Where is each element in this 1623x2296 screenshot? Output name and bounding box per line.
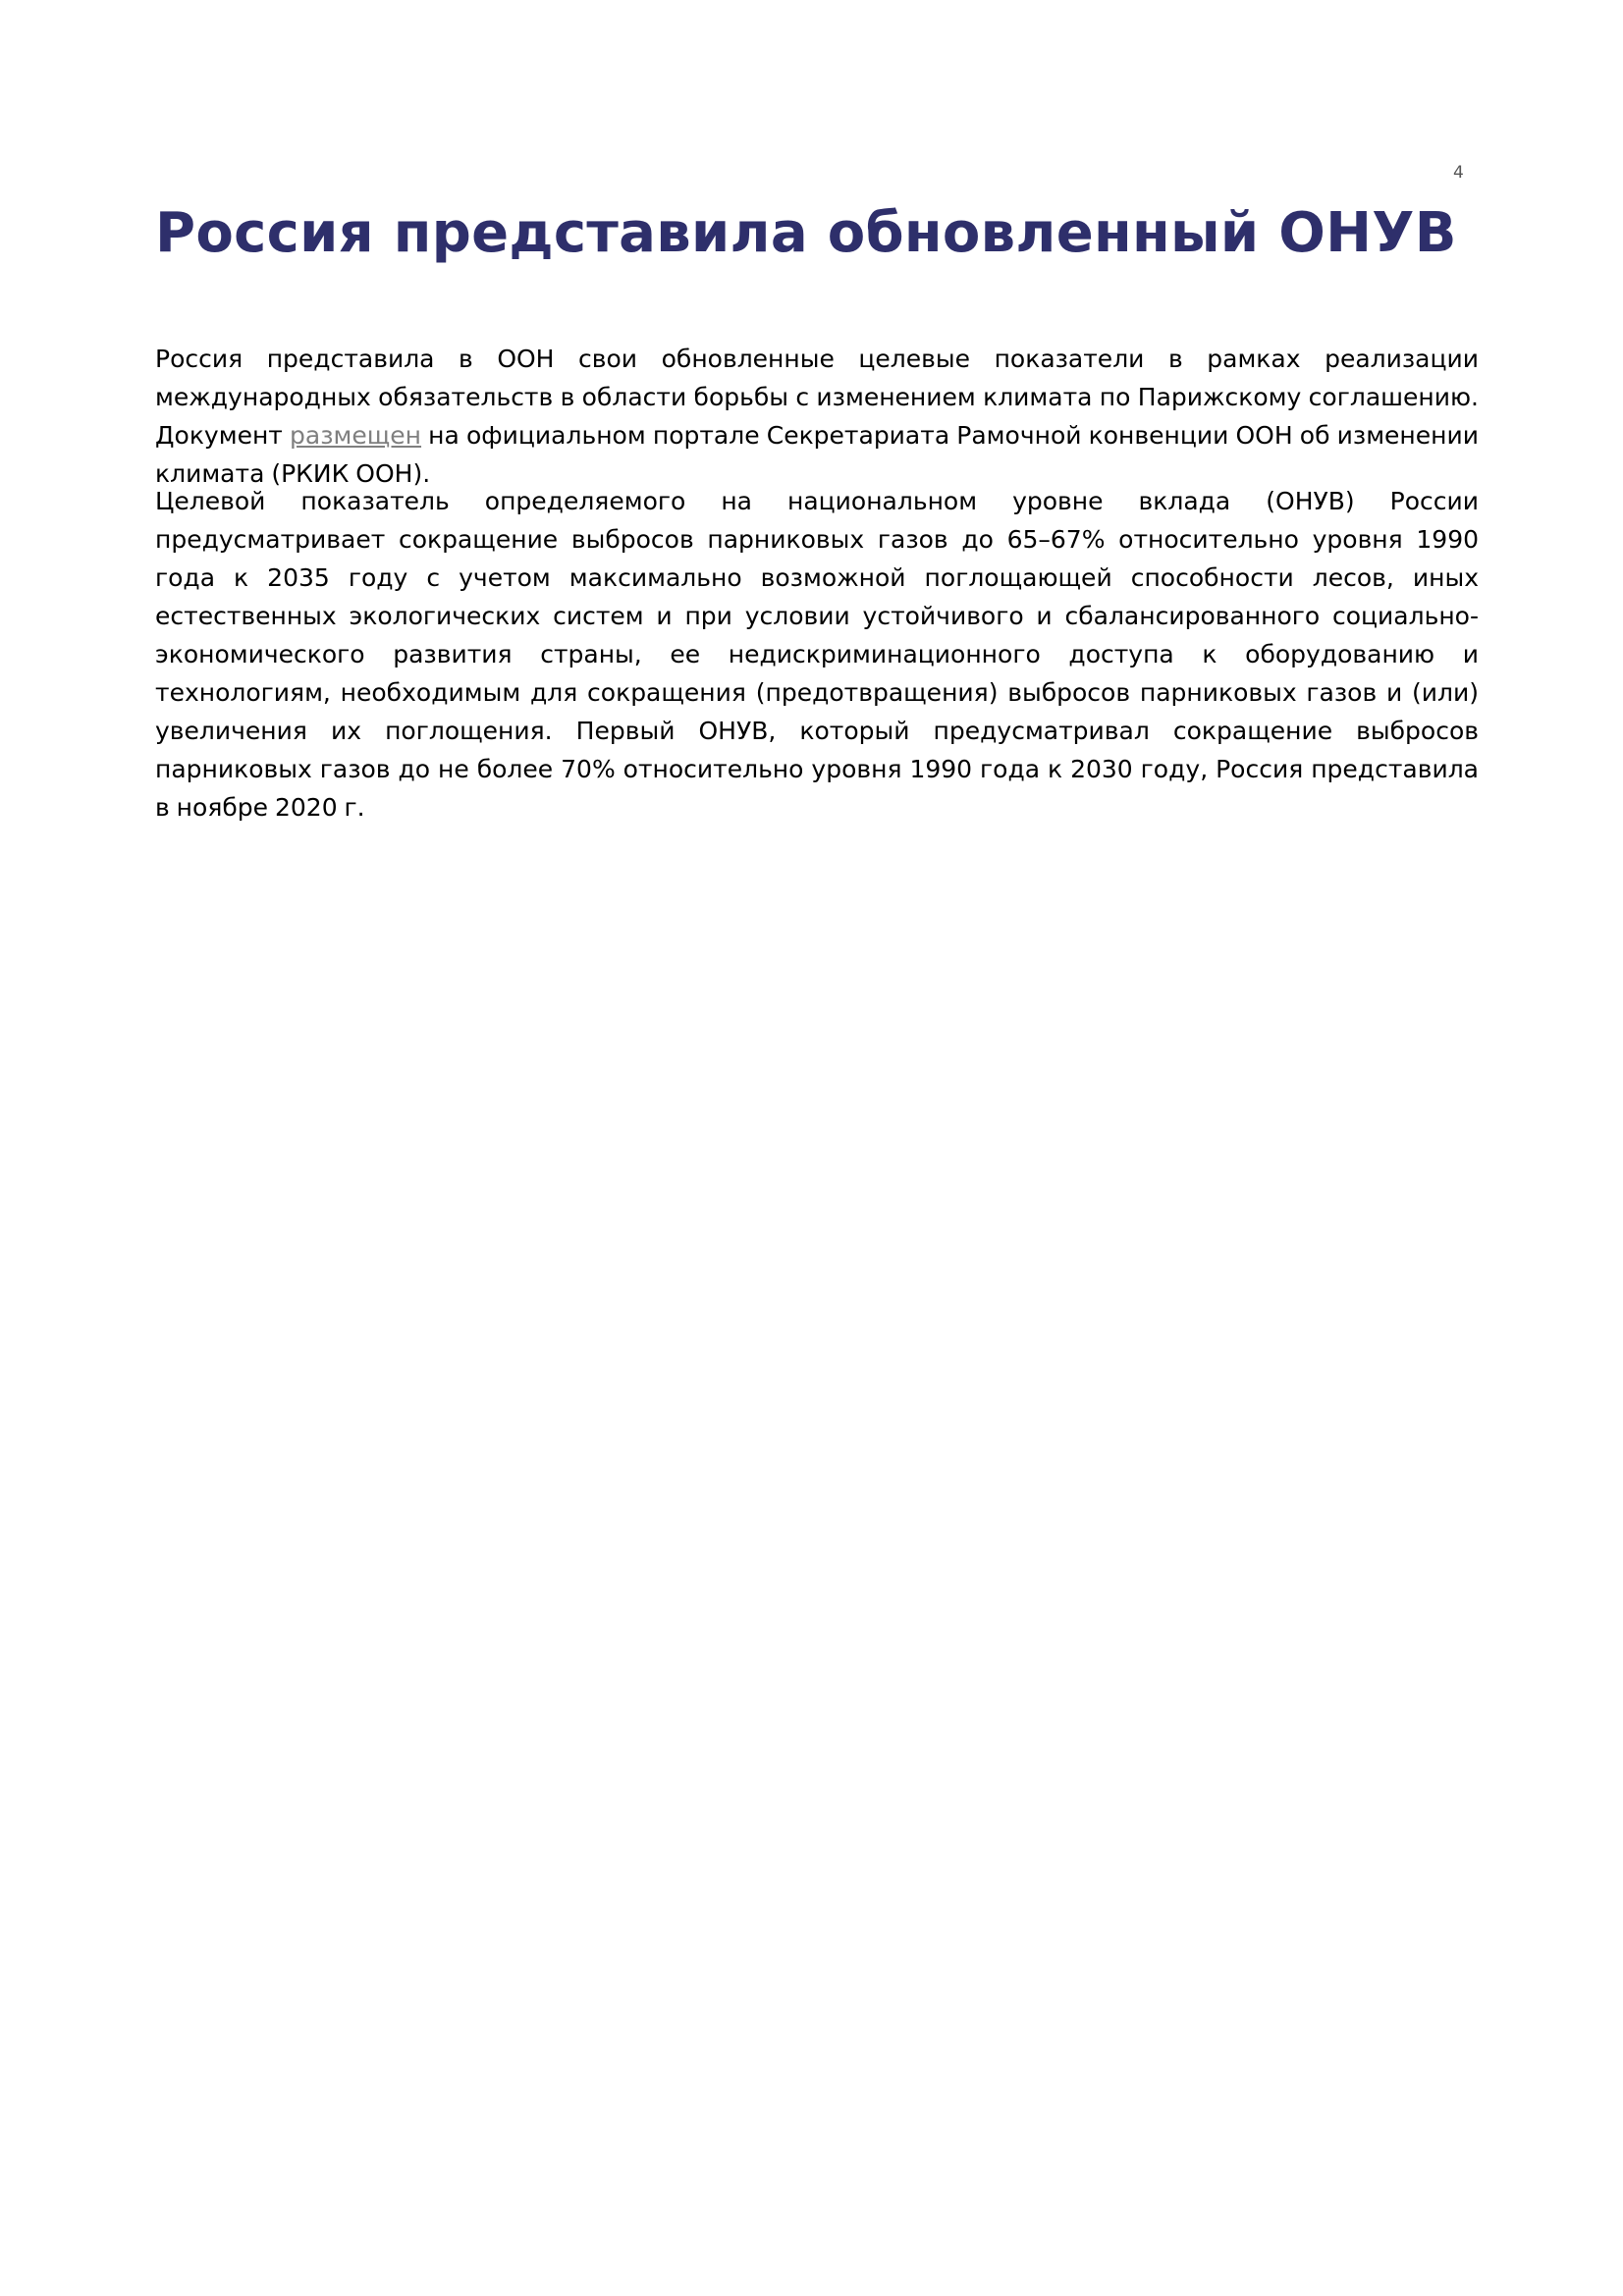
paragraph-intro-text: Россия представила в ООН свои обновленные целевые показатели в рамках реализации международных обязательств в области борьбы с изменением климата по Парижскому соглашению. Документ	[155, 345, 1479, 450]
page-number: 4	[1453, 163, 1464, 183]
paragraph-target: Целевой показатель определяемого на национальном уровне вклада (ОНУВ) России предусматривает сокращение выбросов парниковых газов до 65–67% относительно уровня 1990 года к 2035 году с учетом максимально возможной поглощающей способности лесов, иных естественных экологических систем и при условии устойчивого и сбалансированного социально-экономического развития страны, ее недискриминационного доступа к оборудованию и технологиям, необходимым для сокращения (предотвращения) выбросов парниковых газов и (или) увеличения их поглощения. Первый ОНУВ, который предусматривал сокращение выбросов парниковых газов до не более 70% относительно уровня 1990 года к 2030 году, Россия представила в ноябре 2020 г.	[155, 487, 1479, 822]
paragraph-intro-text-end: на официальном портале Секретариата Рамочной конвенции ООН об изменении климата (РКИК ООН).	[155, 421, 1479, 488]
paragraph-intro	[155, 340, 1479, 493]
document-link[interactable]: размещен	[290, 421, 422, 450]
page-title: Россия представила обновленный ОНУВ	[155, 201, 1457, 265]
